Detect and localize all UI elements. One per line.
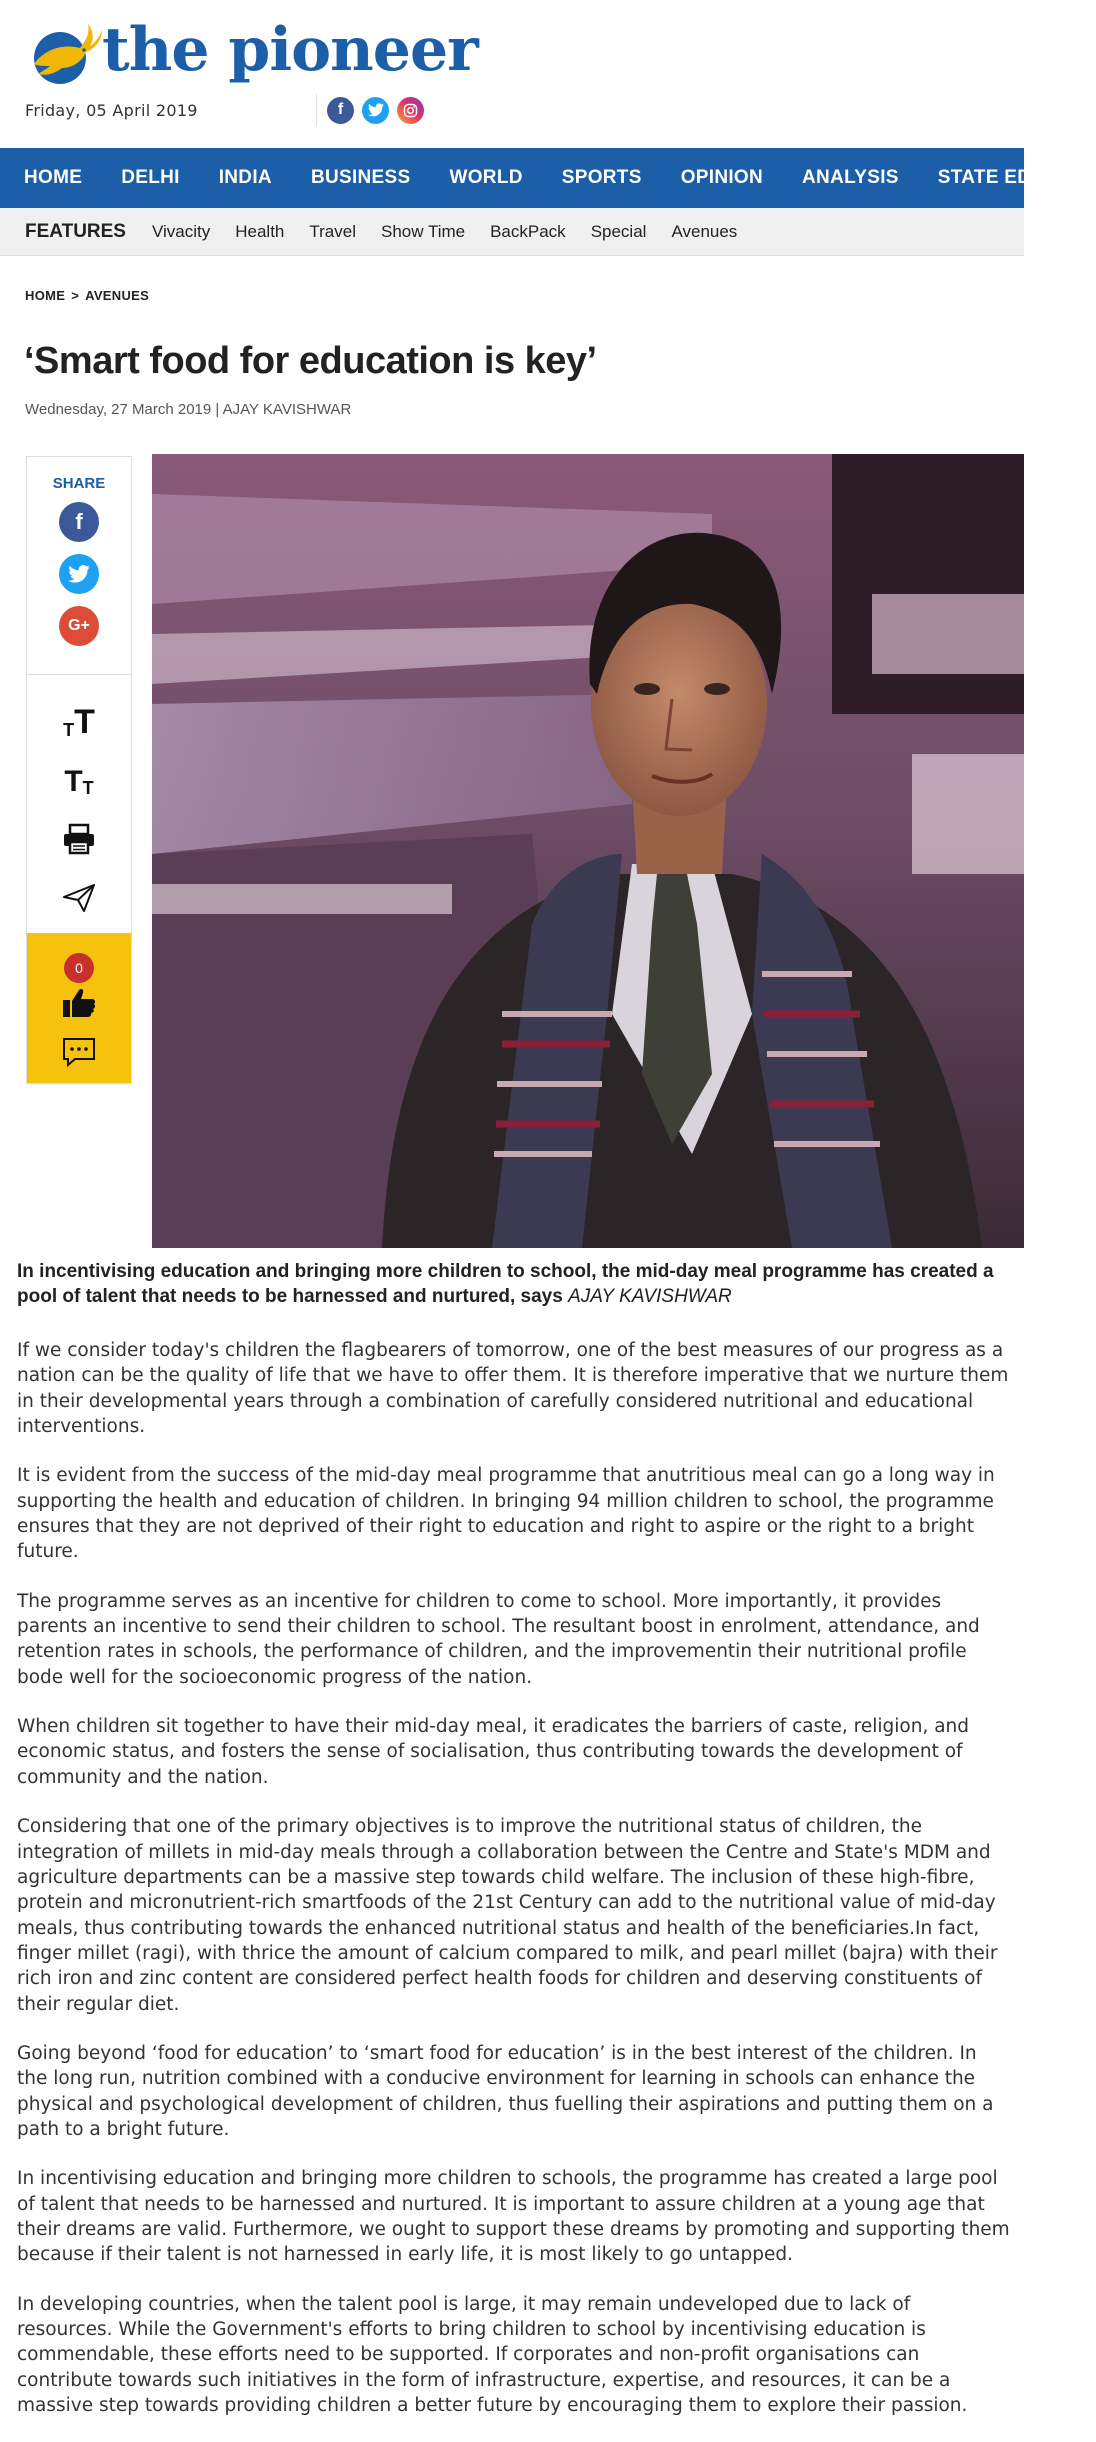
logo-wordmark: the pioneer [102,15,478,85]
breadcrumb-home[interactable]: HOME [25,288,66,303]
article-paragraph: It is evident from the success of the mid-day meal programme that anutritious meal can go a long way in supporting the health and education of children. In bringing 94 million children to school, the programme ensures that they are not deprived of their right to education and right to aspire or the right to a bright future. [17,1465,995,1563]
facebook-icon[interactable]: f [59,502,99,542]
article-photo [152,454,1024,1248]
print-icon[interactable] [62,819,96,855]
article-paragraph: When children sit together to have their mid-day meal, it eradicates the barriers of caste, religion, and economic status, and fosters the sense of socialisation, thus contributing towards the development of community and the nation. [17,1716,970,1788]
share-box [27,457,131,675]
breadcrumb-avenues[interactable]: AVENUES [85,288,150,303]
increase-font-icon[interactable]: T T [63,703,95,741]
subnav-avenues[interactable]: Avenues [671,221,738,241]
article-paragraph: Considering that one of the primary objectives is to improve the nutritional status of children, the integration of millets in mid-day meals through a collaboration between the Centre and State's MDM and agriculture departments can be a massive step towards child welfare. The inclusion of these high-fibre, protein and micronutrient-rich smartfoods of the 21st Century can add to the nutritional value of mid-day meals, thus contributing towards the enhanced nutritional status and health of the beneficiaries.In fact, finger millet (ragi), with thrice the amount of calcium compared to milk, and pearl millet (bajra) with their rich iron and zinc content are considered perfect health foods for children and deserving constituents of their regular diet. [17,1816,998,2015]
share-label: SHARE [52,475,106,492]
lede-author: AJAY KAVISHWAR [568,1285,732,1307]
like-count-badge: 0 [64,953,94,983]
subnav-health[interactable]: Health [235,221,285,241]
subnav-features-label[interactable]: FEATURES [25,220,126,242]
nav-state-editions[interactable]: STATE EDITIONS [937,167,1096,188]
nav-sports[interactable]: SPORTS [561,167,642,188]
article-body [17,1338,1011,2442]
decrease-font-icon[interactable]: T T [64,765,94,798]
breadcrumb-separator: > [71,288,80,303]
subnav-backpack[interactable]: BackPack [490,221,566,241]
facebook-icon[interactable]: f [327,97,354,124]
nav-opinion[interactable]: OPINION [680,167,764,188]
nav-analysis[interactable]: ANALYSIS [802,167,899,188]
nav-world[interactable]: WORLD [449,167,523,188]
article-paragraph: Going beyond ‘food for education’ to ‘smart food for education’ is in the best interest of the children. In the long run, nutrition combined with a conducive environment for learning in schools can enhance the physical and psychological development of children, thus fuelling their aspirations and putting them on a path to a bright future. [17,2042,994,2140]
twitter-icon[interactable] [59,554,99,594]
article-paragraph: In incentivising education and bringing more children to schools, the programme has created a large pool of talent that needs to be harnessed and nurtured. It is important to assure children at a young age that their dreams are valid. Furthermore, we ought to support these dreams by promoting and supporting them because if their talent is not harnessed in early life, it is most likely to go untapped. [17,2168,1010,2266]
subnav-travel[interactable]: Travel [309,221,356,241]
thumbs-up-icon[interactable] [61,987,97,1024]
send-icon[interactable] [62,877,96,913]
nav-delhi[interactable]: DELHI [121,167,180,188]
reactions-box [27,933,131,1083]
instagram-icon[interactable] [397,97,424,124]
article-paragraph: In developing countries, when the talent pool is large, it may remain undeveloped due to lack of resources. While the Government's efforts to bring children to school by incentivising education is commendable, these efforts need to be supported. If corporates and non-profit organisations can contribute towards such initiatives in the form of infrastructure, expertise, and resources, it can be a massive step towards providing children a better future by encouraging them to explore their passion. [17,2293,968,2417]
subnav-show-time[interactable]: Show Time [381,221,466,241]
lede-text: In incentivising education and bringing more children to school, the mid-day meal programme has created a pool of talent that needs to be harnessed and nurtured, says [17,1261,994,1307]
share-sidebar [26,456,132,1084]
site-header [0,0,1024,148]
subnav-vivacity[interactable]: Vivacity [151,221,211,241]
main-nav [0,148,1096,208]
text-tools [27,675,131,933]
article-meta: Wednesday, 27 March 2019 | AJAY KAVISHWAR [25,401,352,418]
header-social-links [316,94,424,126]
article-paragraph: The programme serves as an incentive for children to come to school. More importantly, it provides parents an incentive to send their children to school. The resultant boost in enrolment, attendance, and retention rates in schools, the performance of children, and the improvementin their nutritional profile bode well for the socioeconomic progress of the nation. [17,1590,980,1688]
subnav-special[interactable]: Special [590,221,647,241]
article-lede [17,1260,1007,1309]
nav-india[interactable]: INDIA [218,167,272,188]
article-title: ‘Smart food for education is key’ [24,340,597,382]
google-plus-icon[interactable]: G+ [59,606,99,646]
site-logo[interactable] [24,15,478,90]
nav-home[interactable]: HOME [24,167,83,188]
current-date: Friday, 05 April 2019 [25,101,198,120]
comment-icon[interactable] [61,1036,97,1073]
article-paragraph: If we consider today's children the flagbearers of tomorrow, one of the best measures of our progress as a nation can be the quality of life that we have to offer them. It is therefore imperative that we nurture them in their developmental years through a combination of carefully considered nutritional and educational interventions. [17,1340,1009,1438]
breadcrumb [25,288,155,303]
twitter-icon[interactable] [362,97,389,124]
nav-business[interactable]: BUSINESS [310,167,411,188]
deer-logo-icon [24,18,106,90]
features-subnav [0,208,1024,256]
